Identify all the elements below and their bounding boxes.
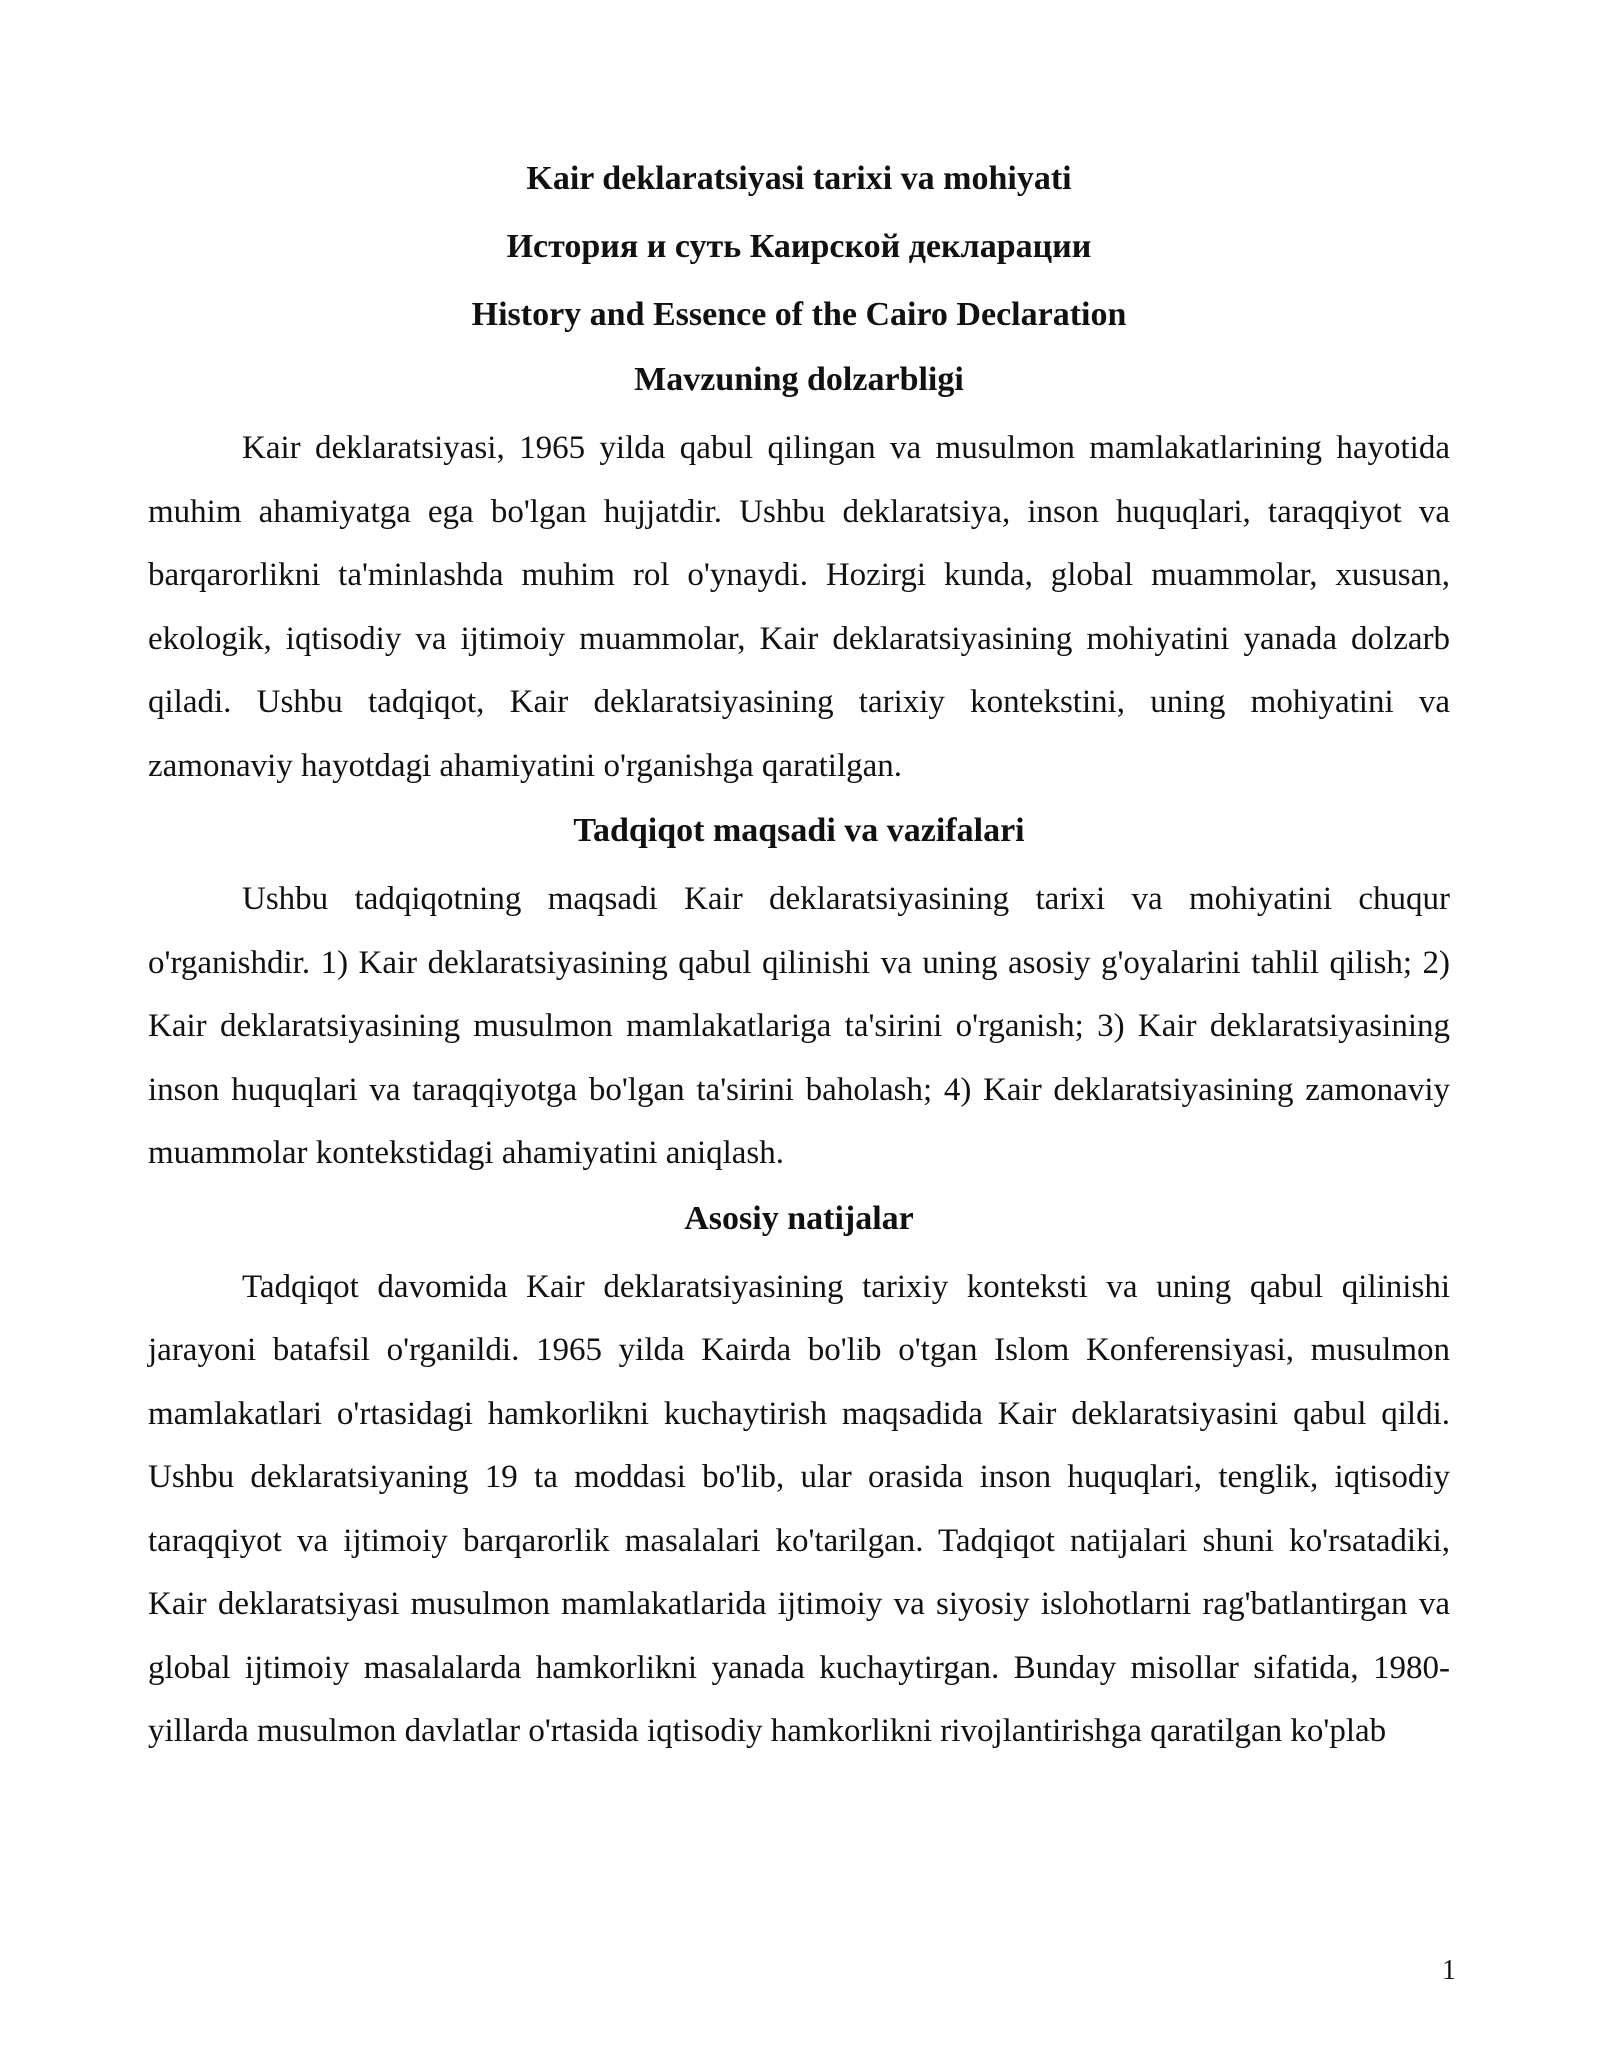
section-heading-results: Asosiy natijalar — [684, 1199, 914, 1237]
page-content — [148, 145, 1450, 1776]
section-heading-relevance: Mavzuning dolzarbligi — [634, 361, 964, 398]
section-paragraph-goals: Ushbu tadqiqotning maqsadi Kair deklaratsiyasining tarixi va mohiyatini chuqur o'rganishdir. 1) Kair deklaratsiyasining qabul qilinishi va uning asosiy g'oyalarini tahlil qilish; 2) Kair deklaratsiyasining musulmon mamlakatlariga ta'sirini o'rganish; 3) Kair deklaratsiyasining inson huquqlari va taraqqiyotga bo'lgan ta'sirini baholash; 4) Kair deklaratsiyasining zamonaviy muammolar kontekstidagi ahamiyatini aniqlash. — [148, 881, 1450, 1171]
title-uzbek: Kair deklaratsiyasi tarixi va mohiyati — [526, 160, 1072, 197]
section-paragraph-results: Tadqiqot davomida Kair deklaratsiyasining tarixiy konteksti va uning qabul qilinishi jarayoni batafsil o'rganildi. 1965 yilda Kairda bo'lib o'tgan Islom Konferensiyasi, musulmon mamlakatlari o'rtasidagi hamkorlikni kuchaytirish maqsadida Kair deklaratsiyasini qabul qildi. Ushbu deklaratsiyaning 19 ta moddasi bo'lib, ular orasida inson huquqlari, tenglik, iqtisodiy taraqqiyot va ijtimoiy barqarorlik masalalari ko'tarilgan. Tadqiqot natijalari shuni ko'rsatadiki, Kair deklaratsiyasi musulmon mamlakatlarida ijtimoiy va siyosiy islohotlarni rag'batlantirgan va global ijtimoiy masalalarda hamkorlikni yanada kuchaytirgan. Bunday misollar sifatida, 1980-yillarda musulmon davlatlar o'rtasida iqtisodiy hamkorlikni rivojlantirishga qaratilgan ko'plab — [148, 1268, 1450, 1749]
page-number: 1 — [1442, 1955, 1456, 1986]
section-paragraph-relevance: Kair deklaratsiyasi, 1965 yilda qabul qilingan va musulmon mamlakatlarining hayotida muhim ahamiyatga ega bo'lgan hujjatdir. Ushbu deklaratsiya, inson huquqlari, taraqqiyot va barqarorlikni ta'minlashda muhim rol o'ynaydi. Hozirgi kunda, global muammolar, xususan, ekologik, iqtisodiy va ijtimoiy muammolar, Kair deklaratsiyasining mohiyatini yanada dolzarb qiladi. Ushbu tadqiqot, Kair deklaratsiyasining tarixiy kontekstini, uning mohiyatini va zamonaviy hayotdagi ahamiyatini o'rganishga qaratilgan. — [148, 430, 1450, 784]
title-russian: История и суть Каирской декларации — [506, 228, 1092, 265]
title-english: History and Essence of the Cairo Declaration — [471, 296, 1127, 333]
section-heading-goals: Tadqiqot maqsadi va vazifalari — [573, 812, 1025, 849]
